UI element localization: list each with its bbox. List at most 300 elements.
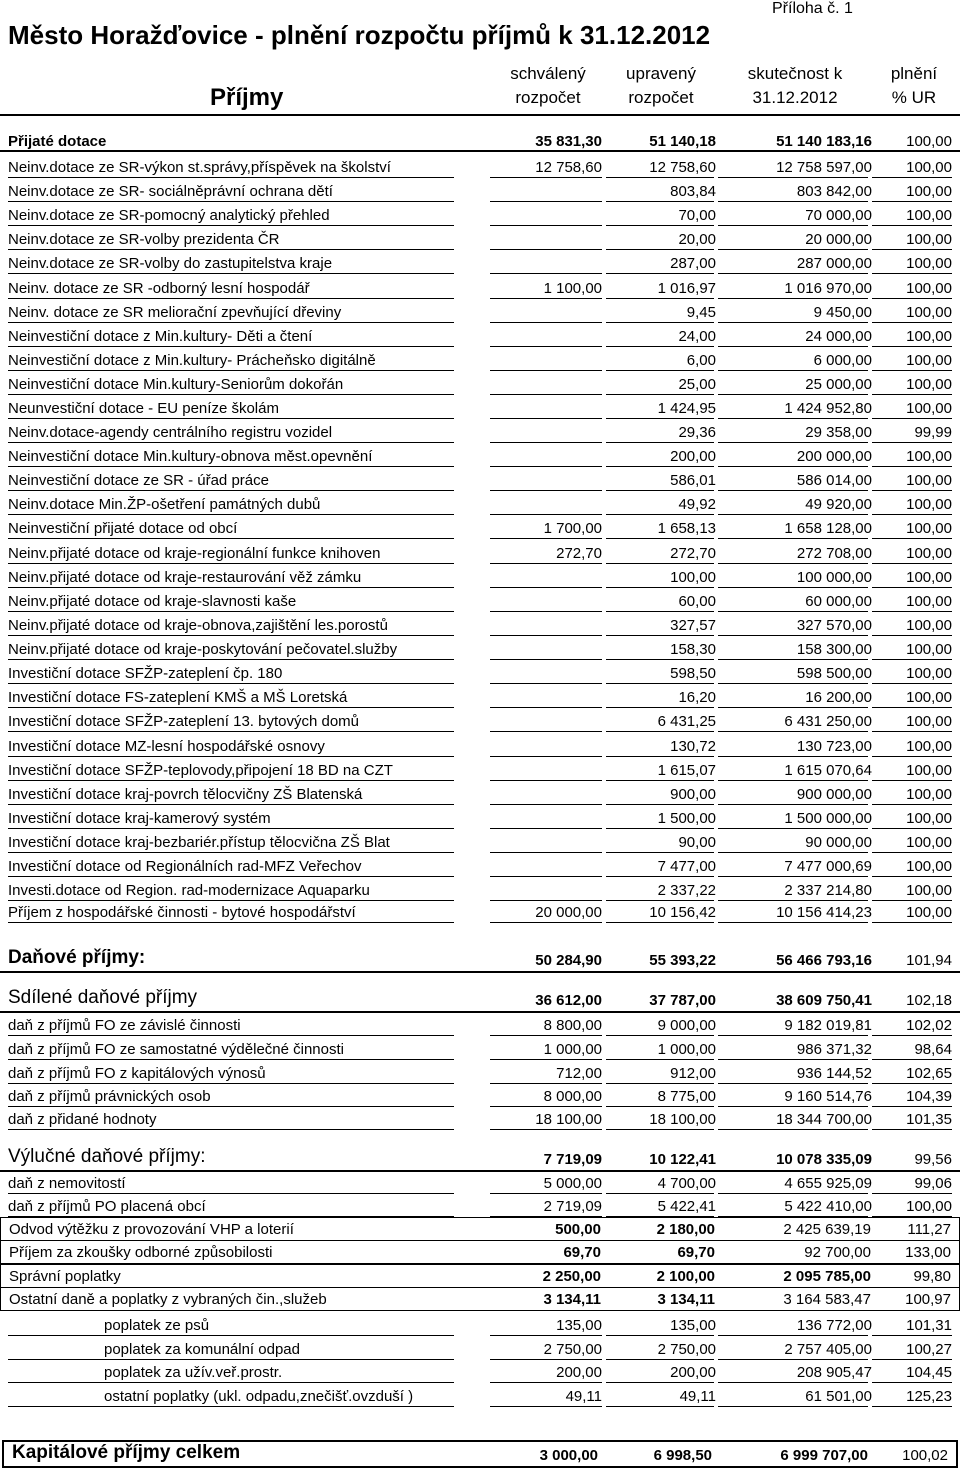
row-label: poplatek za užív.veř.prostr. [104,1364,283,1381]
row-value: 7 477,00 [657,858,716,875]
row-label: Sdílené daňové příjmy [8,987,198,1008]
row-value: 100,00 [906,520,952,537]
row-value: 1 424,95 [657,400,716,417]
col-header-line: schválený [510,64,586,83]
table-row [0,540,960,564]
row-value: 8 800,00 [543,1017,602,1034]
row-value: 50 284,90 [535,952,602,969]
row-value: 70 000,00 [805,207,872,224]
row-value: 111,27 [907,1221,951,1238]
col-header-line: rozpočet [628,88,694,107]
row-value: 1 615 070,64 [784,762,872,779]
row-value: 100,00 [906,496,952,513]
cell-rule [718,538,868,539]
row-value: 3 134,11 [543,1291,601,1308]
row-value: 1 615,07 [657,762,716,779]
row-value: 10 156 414,23 [776,904,872,921]
row-value: 100,00 [906,858,952,875]
row-label: Výlučné daňové příjmy: [8,1146,206,1167]
table-row [0,1106,960,1130]
row-label: Investiční dotace SFŽP-zateplení čp. 180 [8,665,283,682]
col-header-line: skutečnost k [747,64,843,83]
row-value: 272,70 [556,545,602,562]
row-value: 2 095 785,00 [783,1268,871,1285]
row-label: Neinvestiční dotace Min.kultury-Seniorům dokořán [8,376,344,393]
table-row [0,323,960,347]
row-value: 3 000,00 [539,1447,598,1464]
row-label: Neinvestiční dotace z Min.kultury- Prácheňsko digitálně [8,352,376,369]
row-rule [0,150,960,152]
row-value: 38 609 750,41 [776,992,872,1009]
row-value: 102,18 [906,992,952,1009]
col-header-line: 31.12.2012 [752,88,838,107]
row-label: Investi.dotace od Region. rad-modernizace Aquaparku [8,882,370,899]
table-row [0,395,960,419]
row-label: daň z příjmů PO placená obcí [8,1198,206,1215]
col-header-line: upravený [626,64,696,83]
table-row [0,564,960,588]
row-value: 287 000,00 [796,255,872,272]
row-label: Investiční dotace od Regionálních rad-MFZ Veřechov [8,858,362,875]
cell-rule [606,1406,714,1407]
row-value: 49,11 [679,1388,716,1405]
row-value: 100,00 [906,376,952,393]
row-value: 70,00 [678,207,716,224]
row-value: 100,00 [906,472,952,489]
row-value: 100,00 [906,133,952,150]
table-row [0,1312,960,1336]
row-value: 200,00 [556,1364,602,1381]
row-value: 60,00 [678,593,716,610]
row-value: 20 000,00 [805,231,872,248]
page-title: Město Horažďovice - plnění rozpočtu příjmů k 31.12.2012 [8,20,711,50]
row-value: 12 758,60 [535,159,602,176]
row-value: 99,06 [914,1175,952,1192]
row-value: 100 000,00 [796,569,872,586]
row-value: 100,00 [670,569,716,586]
row-label: Správní poplatky [9,1268,121,1285]
table-row [0,829,960,853]
col-header-plneni [872,62,956,110]
table-row [0,757,960,781]
row-value: 100,00 [906,545,952,562]
row-label: Neinv.dotace ze SR-volby prezidenta ČR [8,231,280,248]
row-label: ostatní poplatky (ukl. odpadu,znečišť.ovzduší ) [104,1388,414,1405]
table-row [0,299,960,323]
row-label: Odvod výtěžku z provozování VHP a loterií [9,1221,294,1238]
cell-rule [606,922,714,923]
table-row [0,226,960,250]
table-row [0,491,960,515]
row-value: 60 000,00 [805,593,872,610]
row-label: Investiční dotace MZ-lesní hospodářské osnovy [8,738,325,755]
row-value: 100,00 [906,904,952,921]
cell-rule [718,922,868,923]
table-row [0,1012,960,1036]
row-value: 136 772,00 [796,1317,872,1334]
table-row [0,899,960,923]
row-value: 6 431,25 [657,713,716,730]
cell-rule [490,1406,602,1407]
row-value: 1 016 970,00 [784,280,872,297]
row-value: 125,23 [906,1388,952,1405]
row-value: 36 612,00 [535,992,602,1009]
table-row [0,1144,960,1172]
row-value: 9 160 514,76 [784,1088,872,1105]
cell-rule [490,922,602,923]
cell-rule [606,273,714,274]
row-value: 158,30 [670,641,716,658]
cell-rule [872,1129,952,1130]
table-row [0,371,960,395]
cell-rule [490,731,602,732]
row-value: 2 100,00 [656,1268,715,1285]
row-value: 287,00 [670,255,716,272]
table-row [0,1193,960,1217]
table-row [0,178,960,202]
row-value: 1 500 000,00 [784,810,872,827]
row-value: 51 140,18 [649,133,716,150]
row-value: 2 337 214,80 [784,882,872,899]
row-value: 10 078 335,09 [776,1151,872,1168]
col-header-line: % UR [891,88,937,107]
section-heading-prijmy: Příjmy [210,84,284,111]
row-value: 1 100,00 [543,280,602,297]
row-value: 100,00 [906,231,952,248]
row-value: 200,00 [670,1364,716,1381]
row-value: 100,00 [906,641,952,658]
row-label: Neinv.přijaté dotace od kraje-poskytování pečovatel.služby [8,641,398,658]
cell-rule [8,922,454,923]
row-label: daň z příjmů FO z kapitálových výnosů [8,1065,266,1082]
row-label: Neinvestiční dotace Min.kultury-obnova měst.opevnění [8,448,373,465]
table-row [0,660,960,684]
cell-rule [872,273,952,274]
row-label: daň z příjmů právnických osob [8,1088,211,1105]
col-header-upraveny [604,62,718,110]
row-value: 100,00 [906,617,952,634]
table-row [0,985,960,1013]
table-row [0,419,960,443]
row-value: 56 466 793,16 [776,952,872,969]
table-row [0,1264,960,1288]
table-row [0,275,960,299]
row-value: 104,45 [906,1364,952,1381]
row-label: Ostatní daně a poplatky z vybraných čin.,služeb [9,1291,327,1308]
table-row [0,636,960,660]
table-row [0,1359,960,1383]
row-value: 29 358,00 [805,424,872,441]
table-row [0,781,960,805]
row-value: 6 431 250,00 [784,713,872,730]
row-value: 327,57 [670,617,716,634]
row-label: Neinv.přijaté dotace od kraje-slavnosti kaše [8,593,297,610]
row-value: 135,00 [556,1317,602,1334]
table-row [0,1170,960,1194]
row-value: 100,00 [906,689,952,706]
row-value: 6 000,00 [813,352,872,369]
row-value: 29,36 [678,424,716,441]
row-value: 92 700,00 [804,1244,871,1261]
row-value: 6,00 [686,352,716,369]
row-value: 5 422,41 [657,1198,716,1215]
table-row [0,124,960,152]
priloha-label: Příloha č. 1 [772,0,853,17]
row-value: 4 655 925,09 [784,1175,872,1192]
row-value: 90,00 [678,834,716,851]
cell-rule [490,273,602,274]
table-row [0,945,960,973]
cell-rule [8,1406,454,1407]
row-value: 1 424 952,80 [784,400,872,417]
row-value: 2 719,09 [543,1198,602,1215]
row-value: 100,00 [906,255,952,272]
row-value: 100,00 [906,328,952,345]
row-value: 104,39 [906,1088,952,1105]
row-value: 25,00 [678,376,716,393]
row-label: daň z příjmů FO ze závislé činnosti [8,1017,241,1034]
row-value: 100,00 [906,665,952,682]
row-value: 100,00 [906,159,952,176]
cell-rule [872,1406,952,1407]
table-row [0,154,960,178]
row-value: 2 180,00 [656,1221,715,1238]
row-value: 102,65 [906,1065,952,1082]
table-row [0,347,960,371]
table-row [0,1287,960,1311]
row-value: 12 758 597,00 [776,159,872,176]
cell-rule [718,1129,868,1130]
row-value: 100,00 [906,1198,952,1215]
row-value: 100,00 [906,762,952,779]
row-value: 49,92 [678,496,716,513]
row-value: 69,70 [677,1244,715,1261]
row-label: Investiční dotace SFŽP-zateplení 13. bytových domů [8,713,360,730]
row-value: 135,00 [670,1317,716,1334]
row-value: 102,02 [906,1017,952,1034]
table-row [2,1440,958,1468]
row-value: 100,00 [906,738,952,755]
row-value: 16,20 [678,689,716,706]
row-value: 3 164 583,47 [783,1291,871,1308]
row-label: Kapitálové příjmy celkem [12,1442,241,1463]
row-label: Investiční dotace SFŽP-teplovody,připojení 18 BD na CZT [8,762,393,779]
cell-rule [606,731,714,732]
row-label: Neinv.dotace ze SR- sociálněprávní ochrana dětí [8,183,333,200]
col-header-line: plnění [890,64,938,83]
row-value: 2 250,00 [542,1268,601,1285]
row-label: Neinvestiční dotace z Min.kultury- Děti a čtení [8,328,313,345]
table-row [0,1036,960,1060]
row-value: 1 500,00 [657,810,716,827]
row-label: Neinv.dotace-agendy centrálního registru vozidel [8,424,333,441]
table-row [0,853,960,877]
row-label: Neinv. dotace ze SR meliorační zpevňující dřeviny [8,304,342,321]
row-label: daň z nemovitostí [8,1175,126,1192]
row-value: 1 700,00 [543,520,602,537]
row-value: 2 750,00 [543,1341,602,1358]
row-value: 99,80 [913,1268,951,1285]
row-value: 586 014,00 [796,472,872,489]
row-value: 272 708,00 [796,545,872,562]
cell-rule [490,538,602,539]
row-value: 1 658 128,00 [784,520,872,537]
row-label: Neinvestiční dotace ze SR - úřad práce [8,472,269,489]
row-label: poplatek ze psů [104,1317,210,1334]
row-value: 24,00 [678,328,716,345]
row-value: 18 100,00 [535,1111,602,1128]
row-value: 100,00 [906,786,952,803]
cell-rule [8,731,454,732]
row-value: 35 831,30 [535,133,602,150]
row-value: 99,56 [914,1151,952,1168]
row-value: 100,00 [906,400,952,417]
row-value: 101,31 [906,1317,952,1334]
row-value: 90 000,00 [805,834,872,851]
row-label: poplatek za komunální odpad [104,1341,300,1358]
row-value: 37 787,00 [649,992,716,1009]
row-label: Neinv.přijaté dotace od kraje-restaurování věž zámku [8,569,362,586]
row-value: 2 425 639,19 [783,1221,871,1238]
row-value: 1 000,00 [543,1041,602,1058]
cell-rule [872,538,952,539]
row-value: 900 000,00 [796,786,872,803]
row-value: 936 144,52 [796,1065,872,1082]
table-row [0,1083,960,1107]
row-value: 8 775,00 [657,1088,716,1105]
row-value: 20 000,00 [535,904,602,921]
row-value: 2 337,22 [657,882,716,899]
row-value: 100,00 [906,810,952,827]
row-value: 24 000,00 [805,328,872,345]
cell-rule [606,538,714,539]
row-value: 4 700,00 [657,1175,716,1192]
table-row [0,1336,960,1360]
row-value: 158 300,00 [796,641,872,658]
row-label: Neinvestiční přijaté dotace od obcí [8,520,238,537]
row-value: 100,00 [906,882,952,899]
row-value: 7 719,09 [543,1151,602,1168]
col-header-line: rozpočet [515,88,581,107]
row-value: 272,70 [670,545,716,562]
cell-rule [872,731,952,732]
row-value: 10 122,41 [649,1151,716,1168]
row-value: 133,00 [905,1244,951,1261]
row-value: 99,99 [914,424,952,441]
row-value: 12 758,60 [649,159,716,176]
row-label: Přijaté dotace [8,133,107,150]
row-value: 100,00 [906,304,952,321]
row-value: 100,00 [906,448,952,465]
row-value: 61 501,00 [805,1388,872,1405]
row-value: 1 658,13 [657,520,716,537]
table-row [0,1240,960,1264]
row-value: 598,50 [670,665,716,682]
row-label: Příjem z hospodářské činnosti - bytové hospodářství [8,904,356,921]
row-value: 803,84 [670,183,716,200]
row-value: 10 156,42 [649,904,716,921]
cell-rule [718,731,868,732]
row-value: 5 000,00 [543,1175,602,1192]
row-label: Investiční dotace FS-zateplení KMŠ a MŠ Loretská [8,689,348,706]
table-row [0,467,960,491]
row-value: 100,00 [906,834,952,851]
row-value: 55 393,22 [649,952,716,969]
row-label: Neinv.přijaté dotace od kraje-regionální funkce knihoven [8,545,381,562]
row-value: 98,64 [914,1041,952,1058]
row-value: 100,02 [902,1447,948,1464]
row-value: 9 000,00 [657,1017,716,1034]
row-value: 200,00 [670,448,716,465]
row-label: Investiční dotace kraj-povrch tělocvičny ZŠ Blatenská [8,786,363,803]
row-value: 100,00 [906,713,952,730]
cell-rule [490,1129,602,1130]
table-row [0,202,960,226]
row-value: 18 100,00 [649,1111,716,1128]
row-value: 100,00 [906,352,952,369]
row-value: 18 344 700,00 [776,1111,872,1128]
row-value: 200 000,00 [796,448,872,465]
row-value: 100,27 [906,1341,952,1358]
row-label: Daňové příjmy: [8,947,146,968]
col-header-skutecnost [722,62,868,110]
row-value: 100,00 [906,207,952,224]
row-label: Neinv. dotace ze SR -odborný lesní hospodář [8,280,310,297]
row-value: 912,00 [670,1065,716,1082]
row-value: 5 422 410,00 [784,1198,872,1215]
row-value: 6 998,50 [653,1447,712,1464]
row-value: 9,45 [686,304,716,321]
table-row [0,1383,960,1407]
table-row [0,684,960,708]
row-value: 130,72 [670,738,716,755]
row-label: Neinv.dotace ze SR-volby do zastupitelstva kraje [8,255,333,272]
row-value: 1 016,97 [657,280,716,297]
row-label: Neinv.dotace ze SR-pomocný analytický přehled [8,207,330,224]
row-value: 2 750,00 [657,1341,716,1358]
table-row [0,733,960,757]
cell-rule [718,273,868,274]
row-value: 25 000,00 [805,376,872,393]
row-label: Neunvestiční dotace - EU peníze školám [8,400,279,417]
row-label: Neinv.dotace Min.ŽP-ošetření památných dubů [8,496,321,513]
table-row [0,515,960,539]
row-value: 49 920,00 [805,496,872,513]
row-value: 9 450,00 [813,304,872,321]
row-value: 100,97 [905,1291,951,1308]
row-label: daň z příjmů FO ze samostatné výdělečné činnosti [8,1041,344,1058]
row-value: 100,00 [906,593,952,610]
cell-rule [8,1129,454,1130]
row-value: 2 757 405,00 [784,1341,872,1358]
row-label: Neinv.dotace ze SR-výkon st.správy,příspěvek na školství [8,159,391,176]
row-value: 7 477 000,69 [784,858,872,875]
row-value: 6 999 707,00 [780,1447,868,1464]
row-value: 712,00 [556,1065,602,1082]
row-value: 101,35 [906,1111,952,1128]
row-label: Příjem za zkoušky odborné způsobilosti [9,1244,273,1261]
row-value: 16 200,00 [805,689,872,706]
cell-rule [606,1129,714,1130]
cell-rule [718,1406,868,1407]
row-value: 51 140 183,16 [776,133,872,150]
row-value: 101,94 [906,952,952,969]
row-value: 100,00 [906,280,952,297]
row-value: 3 134,11 [657,1291,715,1308]
table-row [0,443,960,467]
row-label: daň z přidané hodnoty [8,1111,157,1128]
table-row [0,877,960,901]
